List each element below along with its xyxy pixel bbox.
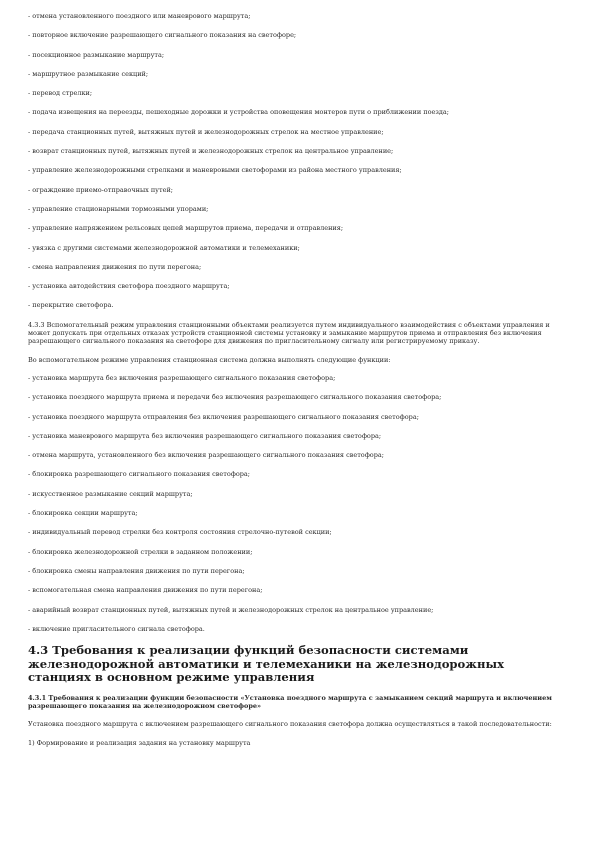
list-item: - установка автодействия светофора поездного маршрута;	[28, 282, 230, 291]
function-list-main	[28, 12, 558, 309]
list-item: - блокировка секции маршрута;	[28, 509, 138, 518]
list-item: - отмена установленного поездного или маневрового маршрута;	[28, 12, 251, 20]
list-item: - установка маневрового маршрута без включения разрешающего сигнального показания светофора;	[28, 431, 382, 440]
document-body	[28, 12, 558, 757]
list-item: - блокировка смены направления движения по пути перегона;	[28, 566, 245, 575]
list-item: - передача станционных путей, вытяжных путей и железнодорожных стрелок на местное управление;	[28, 127, 384, 136]
list-item: - управление стационарными тормозными упорами;	[28, 204, 209, 213]
list-item: - управление напряжением рельсовых цепей маршрутов приема, передачи и отправления;	[28, 224, 344, 233]
list-item: - отмена маршрута, установленного без включения разрешающего сигнального показания светофора;	[28, 451, 384, 460]
list-item: - блокировка разрешающего сигнального показания светофора;	[28, 470, 250, 479]
paragraph-step-1: 1) Формирование и реализация задания на установку маршрута	[28, 738, 251, 747]
list-item: - возврат станционных путей, вытяжных путей и железнодорожных стрелок на центральное управление;	[28, 147, 394, 156]
subsection-heading-4-3-1: 4.3.1 Требования к реализации функции безопасности «Установка поездного маршрута с замыканием секций маршрута и включением разрешающего показания на железнодорожном светофоре»	[28, 693, 552, 711]
list-item: - включение пригласительного сигнала светофора.	[28, 624, 205, 633]
list-item: - смена направления движения по пути перегона;	[28, 262, 202, 271]
list-item: - увязка с другими системами железнодорожной автоматики и телемеханики;	[28, 243, 300, 252]
list-item: - индивидуальный перевод стрелки без контроля состояния стрелочно-путевой секции;	[28, 528, 332, 537]
list-item: - блокировка железнодорожной стрелки в заданном положении;	[28, 547, 253, 556]
list-item: - перекрытие светофора.	[28, 301, 114, 310]
list-item: - вспомогательная смена направления движения по пути перегона;	[28, 586, 263, 595]
list-item: - перевод стрелки;	[28, 89, 93, 98]
list-item: - ограждение приемо-отправочных путей;	[28, 185, 173, 194]
list-item: - установка поездного маршрута отправления без включения разрешающего сигнального показания светофора;	[28, 412, 419, 421]
paragraph-4-3-3: 4.3.3 Вспомогательный режим управления станционными объектами реализуется путем индивидуального взаимодействия с объектами управления и может допускать при отдельных отказах устройств станционной системы установку и замыкание маршрутов приема и отправления без включения разрешающего сигнального показания на светофоре для движения по пригласительному сигналу или регистрируемому приказу.	[28, 320, 550, 346]
list-item: - маршрутное размыкание секций;	[28, 69, 149, 78]
list-item: - установка поездного маршрута приема и передачи без включения разрешающего сигнального показания светофора;	[28, 393, 442, 402]
list-item: - посекционное размыкание маршрута;	[28, 50, 165, 59]
list-item: - аварийный возврат станционных путей, вытяжных путей и железнодорожных стрелок на центральное управление;	[28, 605, 434, 614]
list-item: - искусственное размыкание секций маршрута;	[28, 489, 193, 498]
list-item: - управление железнодорожными стрелками и маневровыми светофорами из района местного управления;	[28, 166, 402, 175]
list-item: - установка маршрута без включения разрешающего сигнального показания светофора;	[28, 373, 336, 382]
list-item: - повторное включение разрешающего сигнального показания на светофоре;	[28, 31, 297, 40]
section-heading-4-3: 4.3 Требования к реализации функций безопасности системами железнодорожной автоматики и телемеханики на железнодорожных станциях в основном режиме управления	[28, 643, 504, 685]
paragraph-sequence: Установка поездного маршрута с включением разрешающего сигнального показания светофора должна осуществляться в такой последовательности:	[28, 720, 552, 729]
list-item: - подача извещения на переезды, пешеходные дорожки и устройства оповещения монтеров пути о приближении поезда;	[28, 108, 449, 117]
paragraph-auxiliary-mode-intro: Во вспомогательном режиме управления станционная система должна выполнять следующие функции:	[28, 355, 391, 364]
function-list-auxiliary	[28, 374, 558, 633]
